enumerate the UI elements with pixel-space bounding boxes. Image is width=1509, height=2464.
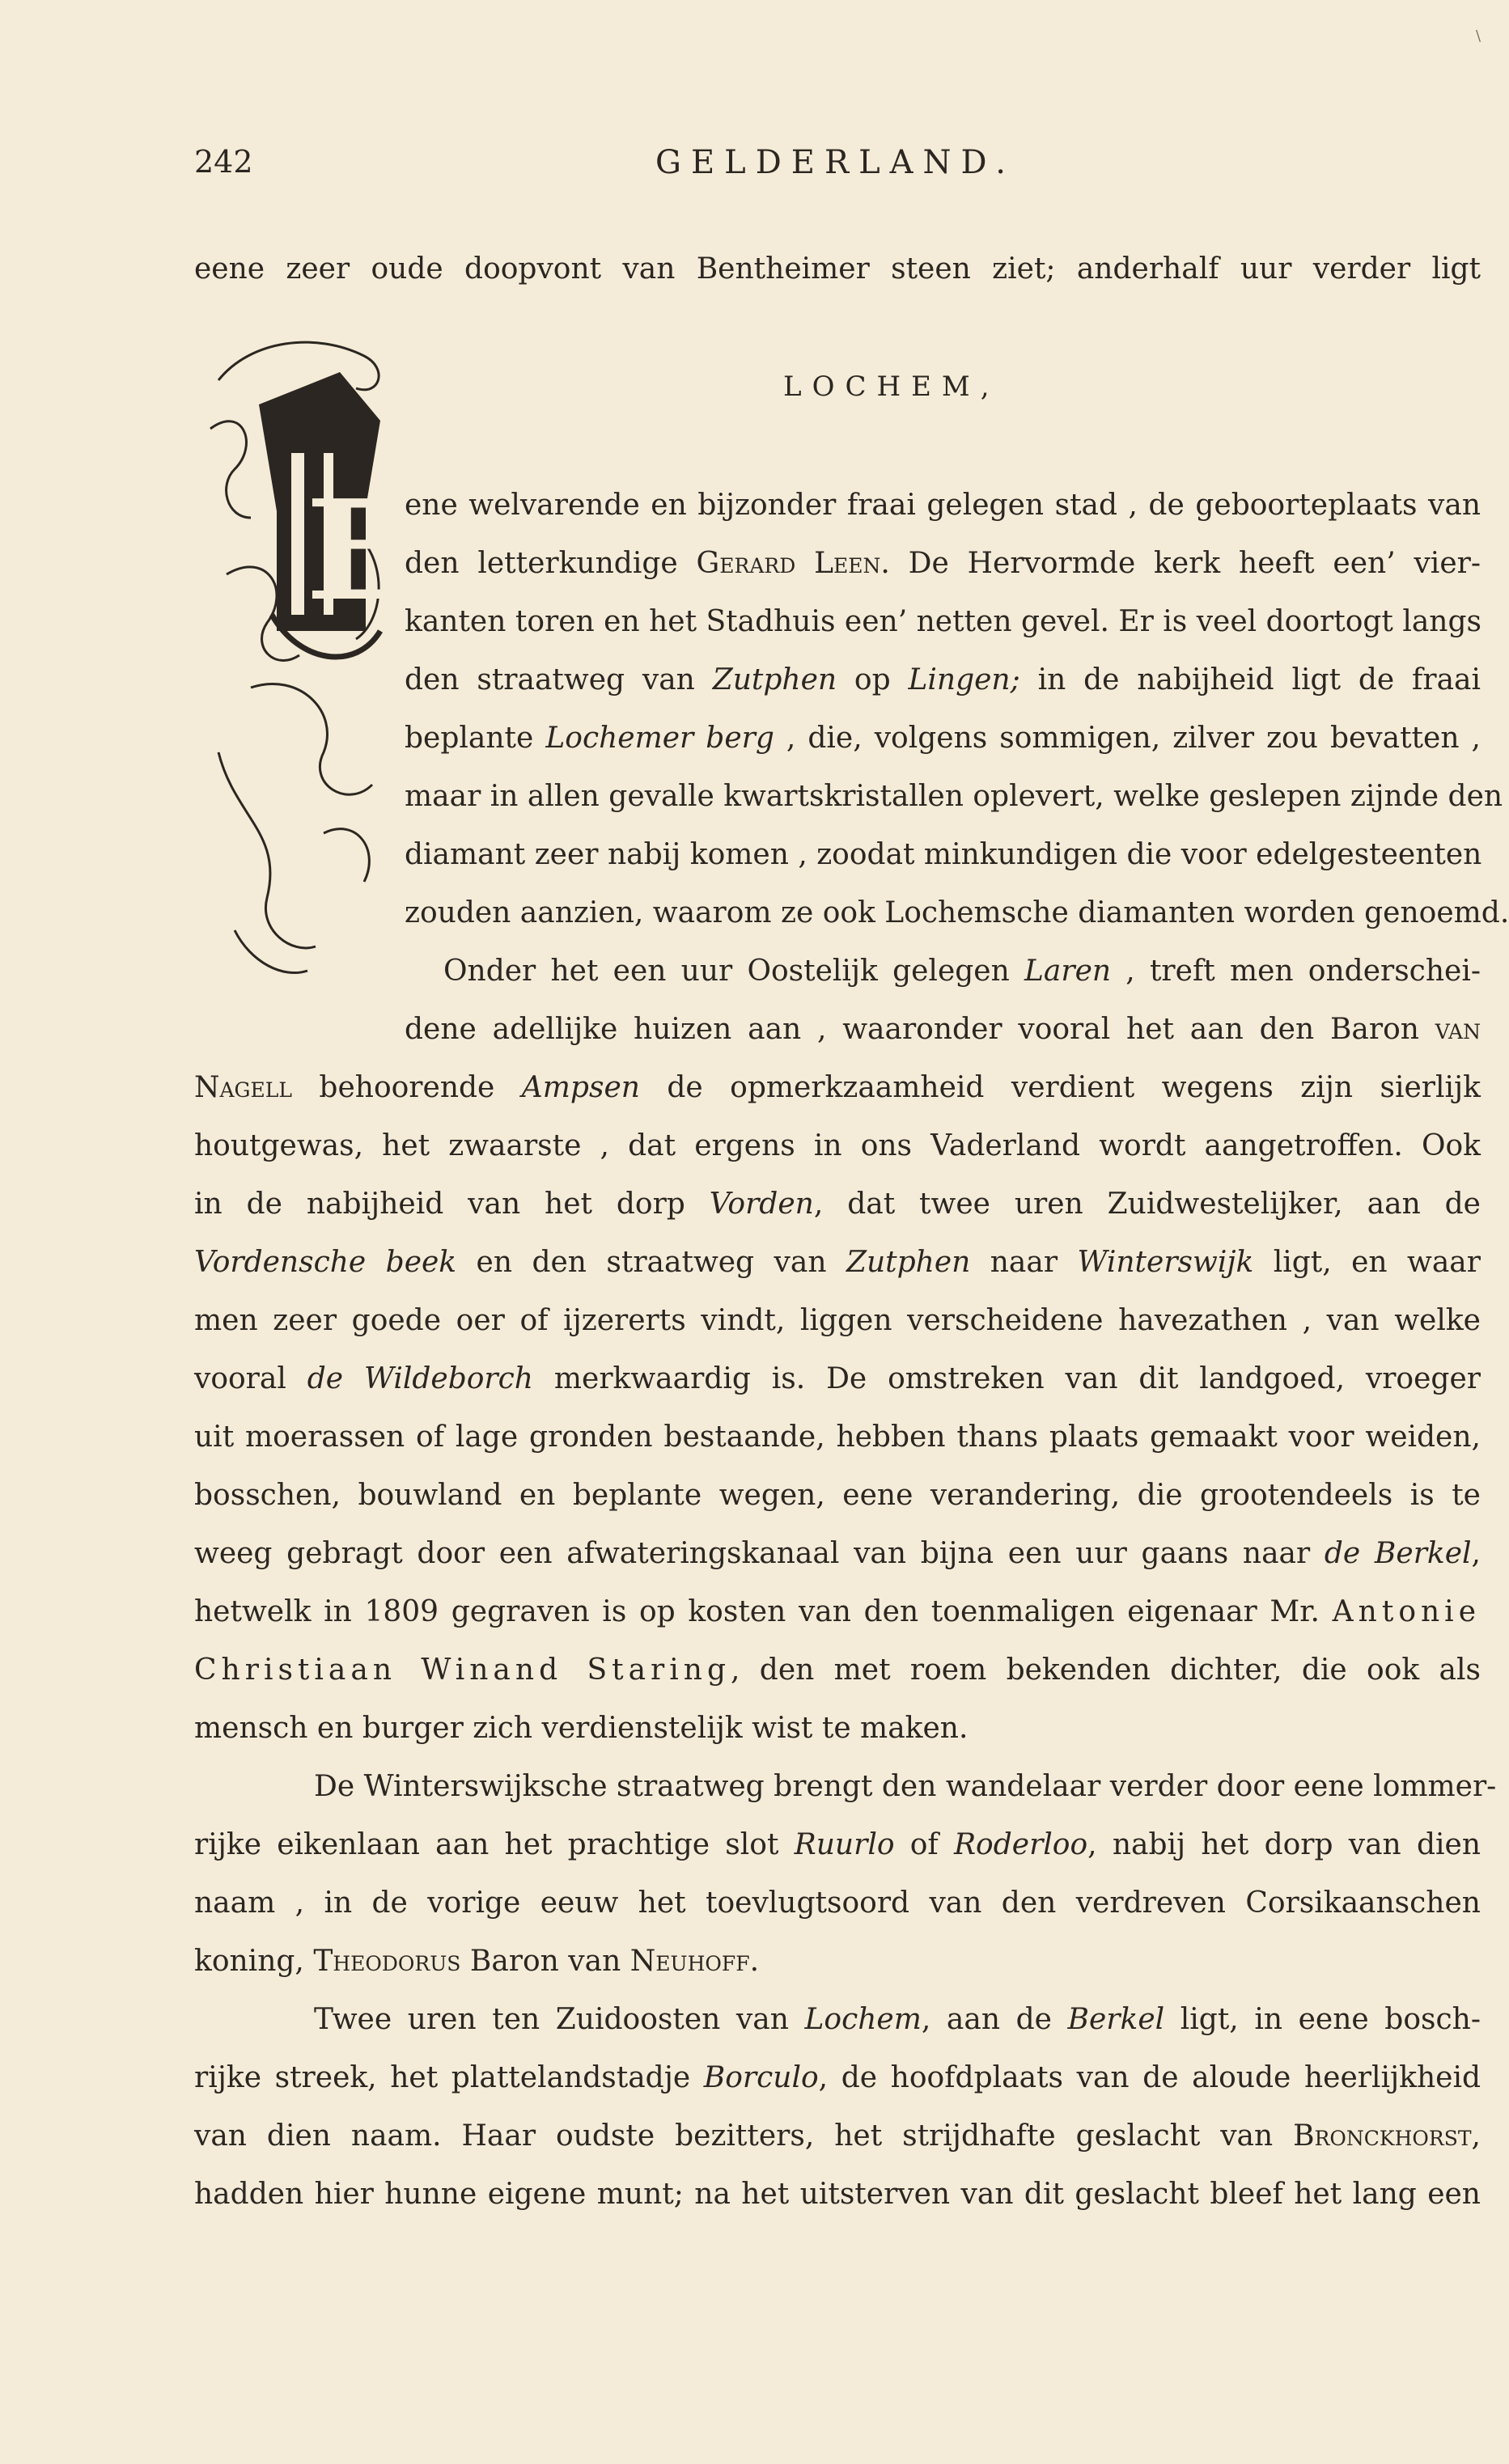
text-line: Christiaan Winand Staring, den met roem bekenden dichter, die ook als [194,1653,1481,1687]
text-line: rijke eikenlaan aan het prachtige slot Ruurlo of Roderloo, nabij het dorp van dien [194,1828,1481,1861]
text-line: men zeer goede oer of ijzererts vindt, liggen verscheidene havezathen , van welke [194,1304,1481,1337]
text-line: rijke streek, het plattelandstadje Borculo, de hoofdplaats van de aloude heerlijkheid [194,2061,1481,2094]
text-line: zouden aanzien, waarom ze ook Lochemsche diamanten worden genoemd. [405,896,1509,929]
text-line: mensch en burger zich verdienstelijk wist te maken. [194,1712,969,1745]
text-line: in de nabijheid van het dorp Vorden, dat twee uren Zuidwestelijker, aan de [194,1188,1481,1221]
text-line: den letterkundige Gerard Leen. De Hervormde kerk heeft een’ vier- [405,547,1481,580]
text-line: Nagell behoorende Ampsen de opmerkzaamheid verdient wegens zijn sierlijk [194,1071,1481,1104]
margin-mark: \ [1476,28,1481,44]
page-header [194,144,1481,193]
text-line: dene adellijke huizen aan , waaronder vooral het aan den Baron van [405,1013,1481,1046]
text-line: Vordensche beek en den straatweg van Zutphen naar Winterswijk ligt, en waar [194,1246,1481,1279]
text-line: vooral de Wildeborch merkwaardig is. De omstreken van dit landgoed, vroeger [194,1362,1481,1395]
text-line: Onder het een uur Oostelijk gelegen Laren , treft men onderschei- [443,955,1481,988]
ornamental-initial-icon [202,332,411,995]
text-line: diamant zeer nabij komen , zoodat minkundigen die voor edelgesteenten [405,838,1482,871]
text-line: ene welvarende en bijzonder fraai gelegen stad , de geboorteplaats van [405,489,1481,522]
text-line: hadden hier hunne eigene munt; na het uitsterven van dit geslacht bleef het lang een [194,2178,1481,2211]
text-line: hetwelk in 1809 gegraven is op kosten van den toenmaligen eigenaar Mr. Antonie [194,1595,1481,1628]
page-number: 242 [194,144,253,180]
text-line: weeg gebragt door een afwateringskanaal van bijna een uur gaans naar de Berkel, [194,1537,1481,1570]
text-line: koning, Theodorus Baron van Neuhoff. [194,1945,760,1978]
svg-text:E: E [306,470,411,632]
text-line: van dien naam. Haar oudste bezitters, het strijdhafte geslacht van Bronckhorst, [194,2119,1481,2153]
text-line: De Winterswijksche straatweg brengt den wandelaar verder door eene lommer- [314,1770,1497,1803]
top-line: eene zeer oude doopvont van Bentheimer steen ziet; anderhalf uur verder ligt [194,252,1481,286]
text-line: den straatweg van Zutphen op Lingen; in de nabijheid ligt de fraai [405,663,1481,696]
text-line: kanten toren en het Stadhuis een’ netten gevel. Er is veel doortogt langs [405,605,1481,638]
section-heading: LOCHEM, [783,370,1000,403]
text-line: uit moerassen of lage gronden bestaande, hebben thans plaats gemaakt voor weiden, [194,1420,1481,1454]
text-line: beplante Lochemer berg , die, volgens sommigen, zilver zou bevatten , [405,722,1481,755]
running-title: GELDERLAND. [655,144,1015,181]
text-line: houtgewas, het zwaarste , dat ergens in ons Vaderland wordt aangetroffen. Ook [194,1129,1481,1162]
text-line: Twee uren ten Zuidoosten van Lochem, aan de Berkel ligt, in eene bosch- [314,2003,1481,2036]
text-line: bosschen, bouwland en beplante wegen, eene verandering, die grootendeels is te [194,1479,1481,1512]
text-line: naam , in de vorige eeuw het toevlugtsoord van den verdreven Corsikaanschen [194,1886,1481,1920]
text-line: maar in allen gevalle kwartskristallen oplevert, welke geslepen zijnde den [405,780,1503,813]
